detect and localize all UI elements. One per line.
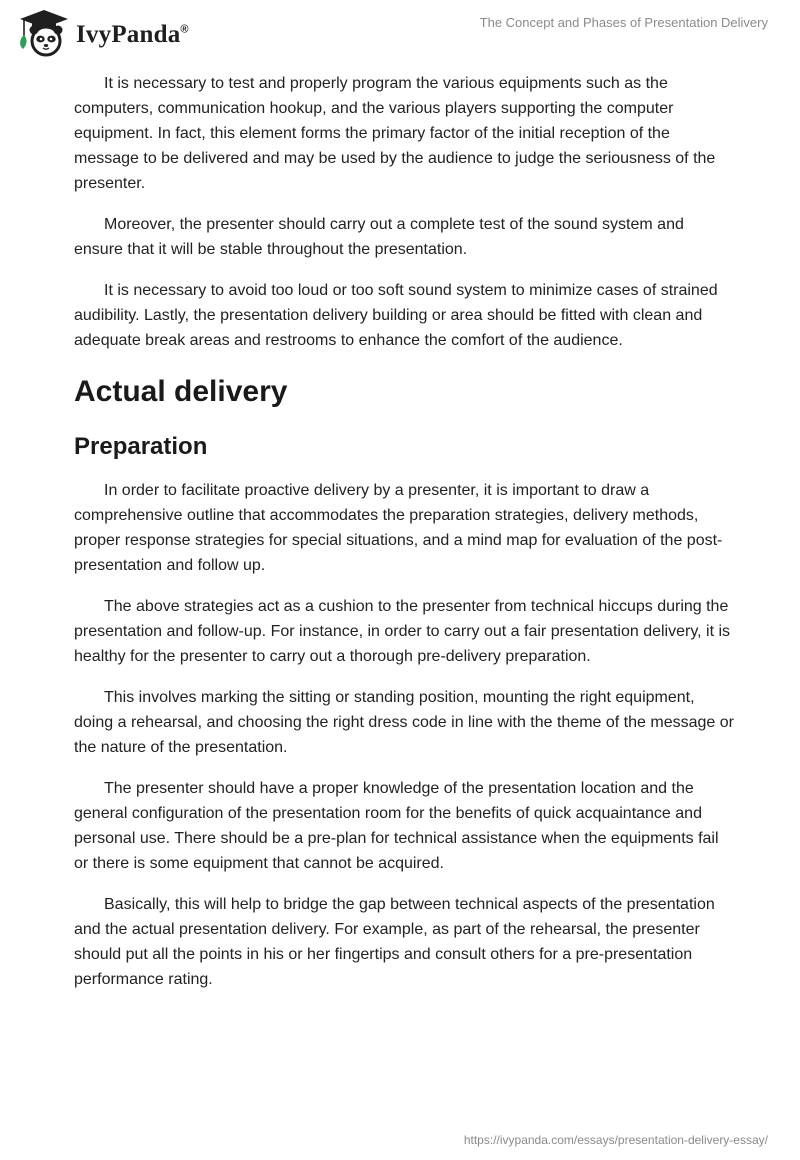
paragraph: The presenter should have a proper knowledge of the presentation location and the general configuration of the presentation room for the benefits of quick acquaintance and personal use. There should be a pre-plan for technical assistance when the equipments fail or there is some equipment that cannot be acquired. <box>74 780 719 872</box>
section-heading: Actual delivery <box>74 375 288 408</box>
paragraph: Basically, this will help to bridge the gap between technical aspects of the presentation and the actual presentation delivery. For example, as part of the rehearsal, the presenter should put all the points in his or her fingertips and consult others for a pre-presentation performance rating. <box>74 896 715 988</box>
paragraph: It is necessary to avoid too loud or too soft sound system to minimize cases of strained audibility. Lastly, the presentation delivery building or area should be fitted with clean and adequate break areas and restrooms to enhance the comfort of the audience. <box>74 282 718 349</box>
document-title: The Concept and Phases of Presentation Delivery <box>479 15 768 30</box>
page-header <box>0 0 800 64</box>
paragraph: It is necessary to test and properly program the various equipments such as the computers, communication hookup, and the various players supporting the computer equipment. In fact, this element forms the primary factor of the initial reception of the message to be delivered and may be used by the audience to judge the seriousness of the presenter. <box>74 75 716 192</box>
subsection-heading: Preparation <box>74 433 208 460</box>
logo-wordmark: IvyPanda® <box>76 21 189 48</box>
paragraph: The above strategies act as a cushion to the presenter from technical hiccups during the presentation and follow-up. For instance, in order to carry out a fair presentation delivery, it is healthy for the presenter to carry out a thorough pre-delivery preparation. <box>74 598 731 665</box>
panda-graduation-cap-icon <box>16 8 72 58</box>
source-url[interactable]: https://ivypanda.com/essays/presentation-delivery-essay/ <box>463 1133 768 1147</box>
paragraph: In order to facilitate proactive delivery by a presenter, it is important to draw a comprehensive outline that accommodates the preparation strategies, delivery methods, proper response strategies for special situations, and a mind map for evaluation of the post-presentation and follow up. <box>74 482 723 574</box>
essay-body <box>74 71 734 1008</box>
ivypanda-logo[interactable] <box>16 8 189 58</box>
paragraph: Moreover, the presenter should carry out a complete test of the sound system and ensure that it will be stable throughout the presentation. <box>74 216 684 258</box>
paragraph: This involves marking the sitting or standing position, mounting the right equipment, doing a rehearsal, and choosing the right dress code in line with the theme of the message or the nature of the presentation. <box>74 689 734 756</box>
